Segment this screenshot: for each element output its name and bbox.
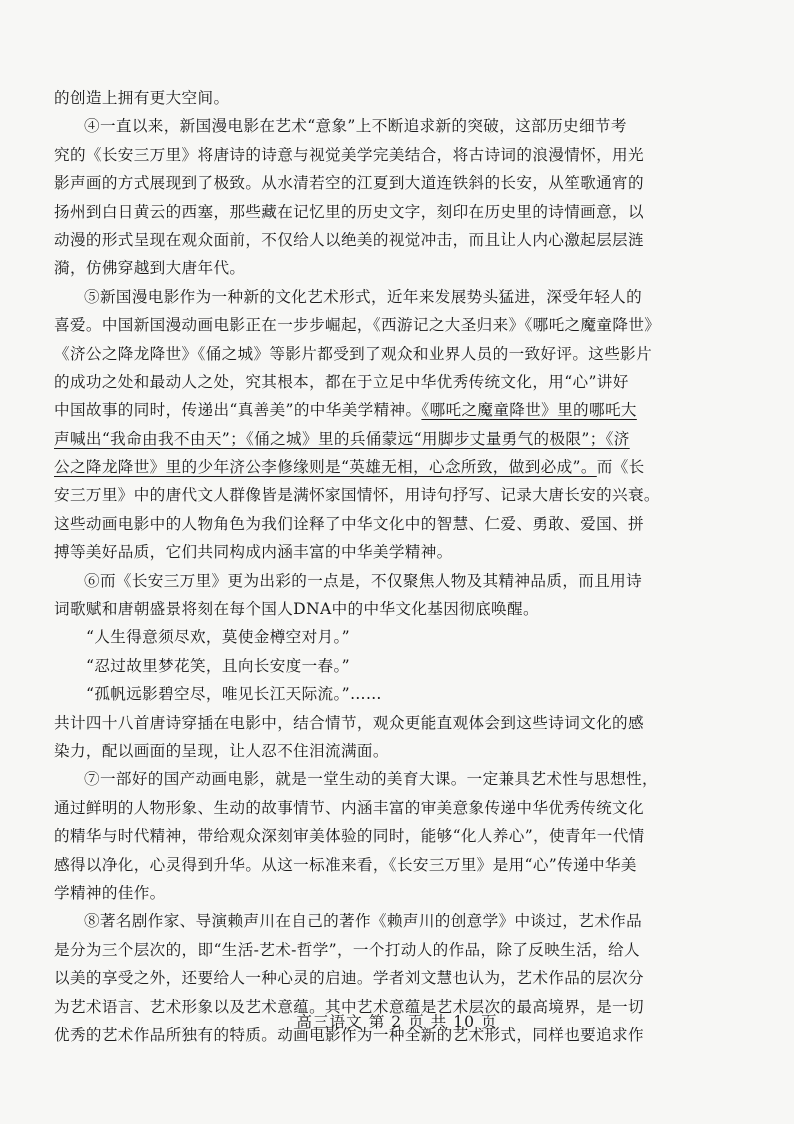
text-line: 动漫的形式呈现在观众面前，不仅给人以绝美的视觉冲击，而且让人内心激起层层涟 — [54, 230, 644, 249]
text-line: 以美的享受之外，还要给人一种心灵的启迪。学者刘文慧也认为，艺术作品的层次分 — [54, 969, 644, 988]
text-line — [54, 396, 746, 424]
text-segment: 而《长 — [596, 458, 645, 477]
text-line: ⑥而《长安三万里》更为出彩的一点是，不仅聚焦人物及其精神品质，而且用诗 — [84, 571, 643, 590]
text-line: 喜爱。中国新国漫动画电影正在一步步崛起，《西游记之大圣归来》《哪吒之魔童降世》 — [54, 316, 661, 335]
text-line: 的创造上拥有更大空间。 — [54, 89, 230, 107]
text-line: ⑧著名剧作家、导演赖声川在自己的著作《赖声川的创意学》中谈过，艺术作品 — [84, 912, 643, 931]
underlined-segment: 《哪吒之魔童降世》里的哪吒大 — [421, 401, 637, 420]
text-line: ④一直以来，新国漫电影在艺术“意象”上不断追求新的突破，这部历史细节考 — [84, 117, 627, 136]
text-line: ⑦一部好的国产动画电影，就是一堂生动的美育大课。一定兼具艺术性与思想性， — [84, 770, 658, 789]
text-line: 扬州到白日黄云的西塞，那些藏在记忆里的历史文字，刻印在历史里的诗情画意，以 — [54, 202, 644, 221]
text-line: 漪，仿佛穿越到大唐年代。 — [54, 259, 246, 278]
text-segment: 中国故事的同时，传递出“真善美”的中华美学精神。 — [54, 401, 422, 420]
text-line: 优秀的艺术作品所独有的特质。动画电影作为一种全新的艺术形式，同样也要追求作 — [54, 1025, 644, 1044]
underlined-segment: 公之降龙降世》里的少年济公李修缘则是“英雄无相，心念所致，做到必成”。 — [54, 458, 597, 477]
text-line: 《济公之降龙降世》《俑之城》等影片都受到了观众和业界人员的一致好评。这些影片 — [54, 344, 653, 363]
text-line: ⑤新国漫电影作为一种新的文化艺术形式，近年来发展势头猛进，深受年轻人的 — [84, 287, 643, 306]
underlined-line: 声喊出“我命由我不由天”；《俑之城》里的兵俑蒙远“用脚步丈量勇气的极限”；《济 — [54, 429, 630, 448]
text-line: 学精神的佳作。 — [54, 883, 166, 902]
text-line: 影声画的方式展现到了极致。从水清若空的江夏到大道连铁斜的长安，从笙歌通宵的 — [54, 174, 644, 193]
text-line — [54, 453, 746, 481]
text-line: 究的《长安三万里》将唐诗的诗意与视觉美学完美结合，将古诗词的浪漫情怀，用光 — [54, 145, 644, 164]
text-line: 的精华与时代精神，带给观众深刻审美体验的同时，能够“化人养心”，使青年一代情 — [54, 827, 645, 846]
text-line: 为艺术语言、艺术形象以及艺术意蕴。其中艺术意蕴是艺术层次的最高境界，是一切 — [54, 997, 644, 1016]
poem-quote: “人生得意须尽欢，莫使金樽空对月。” — [86, 628, 350, 647]
text-line: 词歌赋和唐朝盛景将刻在每个国人DNA中的中华文化基因彻底唤醒。 — [54, 600, 539, 619]
text-line: 感得以净化，心灵得到升华。从这一标准来看，《长安三万里》是用“心”传递中华美 — [54, 855, 637, 874]
text-line: 是分为三个层次的，即“生活-艺术-哲学”，一个打动人的作品，除了反映生活，给人 — [54, 940, 640, 959]
poem-quote: “孤帆远影碧空尽，唯见长江天际流。”…… — [86, 685, 382, 704]
text-line: 通过鲜明的人物形象、生动的故事情节、内涵丰富的审美意象传递中华优秀传统文化 — [54, 798, 644, 817]
text-line: 这些动画电影中的人物角色为我们诠释了中华文化中的智慧、仁爱、勇敢、爱国、拼 — [54, 514, 644, 533]
text-line: 的成功之处和最动人之处，究其根本，都在于立足中华优秀传统文化，用“心”讲好 — [54, 372, 629, 391]
text-line: 安三万里》中的唐代文人群像皆是满怀家国情怀，用诗句抒写、记录大唐长安的兴衰。 — [54, 486, 660, 505]
poem-quote: “忍过故里梦花笑，且向长安度一春。” — [86, 656, 350, 675]
text-line: 染力，配以画面的呈现，让人忍不住泪流满面。 — [54, 741, 389, 760]
text-line: 搏等美好品质，它们共同构成内涵丰富的中华美学精神。 — [54, 543, 453, 562]
page-footer: 高三语文 第 2 页 共 10 页 — [296, 1013, 498, 1031]
text-line: 共计四十八首唐诗穿插在电影中，结合情节，观众更能直观体会到这些诗词文化的感 — [54, 713, 644, 732]
